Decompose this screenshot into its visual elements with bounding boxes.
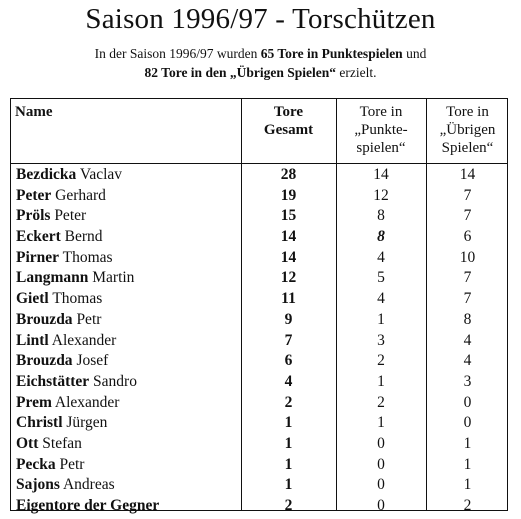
table-row [11, 186, 507, 207]
page-title: Saison 1996/97 - Torschützen [85, 3, 436, 35]
player-last-name: Eichstätter [16, 372, 90, 390]
player-name [16, 289, 102, 310]
player-first-name: Stefan [38, 434, 82, 452]
intro-league-goals: 65 Tore in Punktespielen [260, 46, 403, 61]
player-first-name: Alexander [48, 331, 117, 349]
player-name [16, 413, 107, 434]
total-goals: 12 [280, 269, 297, 287]
other-goals: 10 [459, 248, 476, 266]
player-name [16, 393, 119, 414]
total-goals: 11 [281, 290, 296, 308]
player-last-name: Eigentore der Gegner [16, 497, 160, 514]
scorers-table [10, 98, 508, 514]
other-goals: 4 [463, 352, 472, 370]
total-goals: 9 [284, 310, 293, 328]
table-row [11, 455, 507, 476]
player-name [16, 331, 116, 352]
header-total-line-2: Gesamt [263, 122, 314, 138]
player-last-name: Lintl [16, 331, 49, 349]
league-goals: 12 [373, 186, 389, 204]
total-goals: 14 [280, 228, 297, 246]
total-goals: 15 [280, 207, 297, 225]
intro-text [0, 44, 521, 82]
player-first-name: Bernd [60, 228, 103, 246]
player-last-name: Pröls [16, 207, 51, 225]
intro-line-1 [0, 44, 521, 63]
intro-other-goals: 82 Tore in den „Übrigen Spielen“ [144, 65, 336, 80]
total-goals: 1 [284, 476, 293, 494]
intro-line-1-end: und [402, 46, 427, 61]
player-first-name: Gerhard [51, 186, 106, 204]
player-last-name: Langmann [16, 269, 89, 287]
league-goals: 0 [377, 476, 385, 494]
table-row [11, 393, 507, 414]
header-league-line-3: spielen“ [356, 140, 406, 156]
league-goals: 4 [377, 248, 385, 266]
league-goals: 2 [377, 393, 385, 411]
header-other [426, 103, 509, 157]
league-goals: 1 [377, 372, 385, 390]
other-goals: 1 [463, 476, 472, 494]
league-goals: 5 [377, 269, 385, 287]
player-name [16, 455, 84, 476]
league-goals: 1 [377, 414, 385, 432]
player-first-name: Petr [55, 455, 85, 473]
total-goals: 6 [284, 352, 293, 370]
table-row [11, 372, 507, 393]
total-goals: 7 [284, 331, 293, 349]
player-first-name: Josef [72, 352, 109, 370]
total-goals: 1 [284, 455, 293, 473]
other-goals: 6 [463, 228, 472, 246]
header-league-line-2: „Punkte- [354, 122, 408, 138]
total-goals: 2 [284, 497, 293, 514]
other-goals: 4 [463, 331, 472, 349]
other-goals: 8 [463, 310, 472, 328]
player-first-name: Sandro [89, 372, 137, 390]
player-last-name: Pecka [16, 455, 56, 473]
header-total [241, 103, 336, 139]
player-last-name: Brouzda [16, 310, 73, 328]
player-last-name: Pirner [16, 248, 60, 266]
table-row [11, 165, 507, 186]
player-name [16, 310, 101, 331]
player-last-name: Prem [16, 393, 52, 411]
intro-line-2 [0, 63, 521, 82]
player-name [16, 206, 86, 227]
other-goals: 0 [463, 393, 472, 411]
league-goals: 2 [377, 352, 385, 370]
table-body [11, 165, 507, 517]
player-name [16, 351, 108, 372]
table-row [11, 289, 507, 310]
player-first-name: Andreas [59, 476, 115, 494]
league-goals: 0 [377, 497, 385, 514]
player-first-name: Thomas [48, 290, 103, 308]
player-first-name: Vaclav [76, 166, 123, 183]
table-row [11, 248, 507, 269]
player-name [16, 496, 159, 517]
table-row [11, 268, 507, 289]
other-goals: 2 [463, 497, 472, 514]
player-name [16, 227, 103, 248]
total-goals: 19 [280, 186, 297, 204]
table-row [11, 496, 507, 517]
total-goals: 1 [284, 434, 293, 452]
player-first-name: Alexander [51, 393, 120, 411]
player-first-name: Jürgen [62, 414, 108, 432]
league-goals: 8 [377, 228, 385, 246]
total-goals: 4 [284, 372, 293, 390]
table-row [11, 310, 507, 331]
other-goals: 0 [463, 414, 472, 432]
league-goals: 0 [377, 455, 385, 473]
player-last-name: Bezdicka [16, 166, 77, 183]
header-other-line-3: Spielen“ [441, 140, 494, 156]
other-goals: 14 [459, 166, 476, 183]
intro-line-2-end: erzielt. [335, 65, 377, 80]
table-row [11, 351, 507, 372]
player-name [16, 475, 115, 496]
total-goals: 28 [280, 166, 297, 183]
league-goals: 14 [373, 166, 389, 183]
total-goals: 14 [280, 248, 297, 266]
player-name [16, 372, 137, 393]
other-goals: 7 [463, 186, 472, 204]
player-last-name: Peter [16, 186, 52, 204]
other-goals: 1 [463, 434, 472, 452]
player-last-name: Christl [16, 414, 63, 432]
league-goals: 0 [377, 434, 385, 452]
player-last-name: Ott [16, 434, 39, 452]
player-last-name: Brouzda [16, 352, 73, 370]
header-other-line-1: Tore in [446, 104, 489, 120]
player-name [16, 434, 82, 455]
player-last-name: Gietl [16, 290, 49, 308]
table-row [11, 413, 507, 434]
league-goals: 3 [377, 331, 385, 349]
league-goals: 4 [377, 290, 385, 308]
header-league [336, 103, 426, 157]
player-first-name: Peter [50, 207, 87, 225]
player-name [16, 165, 122, 186]
header-league-line-1: Tore in [359, 104, 403, 120]
total-goals: 2 [284, 393, 293, 411]
header-other-line-2: „Übrigen [439, 122, 496, 138]
intro-line-1-start: In der Saison 1996/97 wurden [94, 46, 261, 61]
league-goals: 8 [377, 207, 385, 225]
player-name [16, 248, 113, 269]
league-goals: 1 [377, 310, 385, 328]
player-last-name: Sajons [16, 476, 60, 494]
table-row [11, 206, 507, 227]
header-total-line-1: Tore [273, 104, 304, 120]
other-goals: 3 [463, 372, 472, 390]
player-name [16, 186, 106, 207]
player-first-name: Martin [88, 269, 135, 287]
player-last-name: Eckert [16, 228, 61, 246]
total-goals: 1 [284, 414, 293, 432]
player-name [16, 268, 134, 289]
table-row [11, 331, 507, 352]
player-first-name: Petr [72, 310, 102, 328]
other-goals: 1 [463, 455, 472, 473]
other-goals: 7 [463, 269, 472, 287]
player-first-name: Thomas [59, 248, 113, 266]
header-divider [11, 163, 507, 164]
other-goals: 7 [463, 290, 472, 308]
header-name: Name [15, 104, 53, 120]
table-row [11, 434, 507, 455]
other-goals: 7 [463, 207, 472, 225]
table-row [11, 227, 507, 248]
table-row [11, 475, 507, 496]
